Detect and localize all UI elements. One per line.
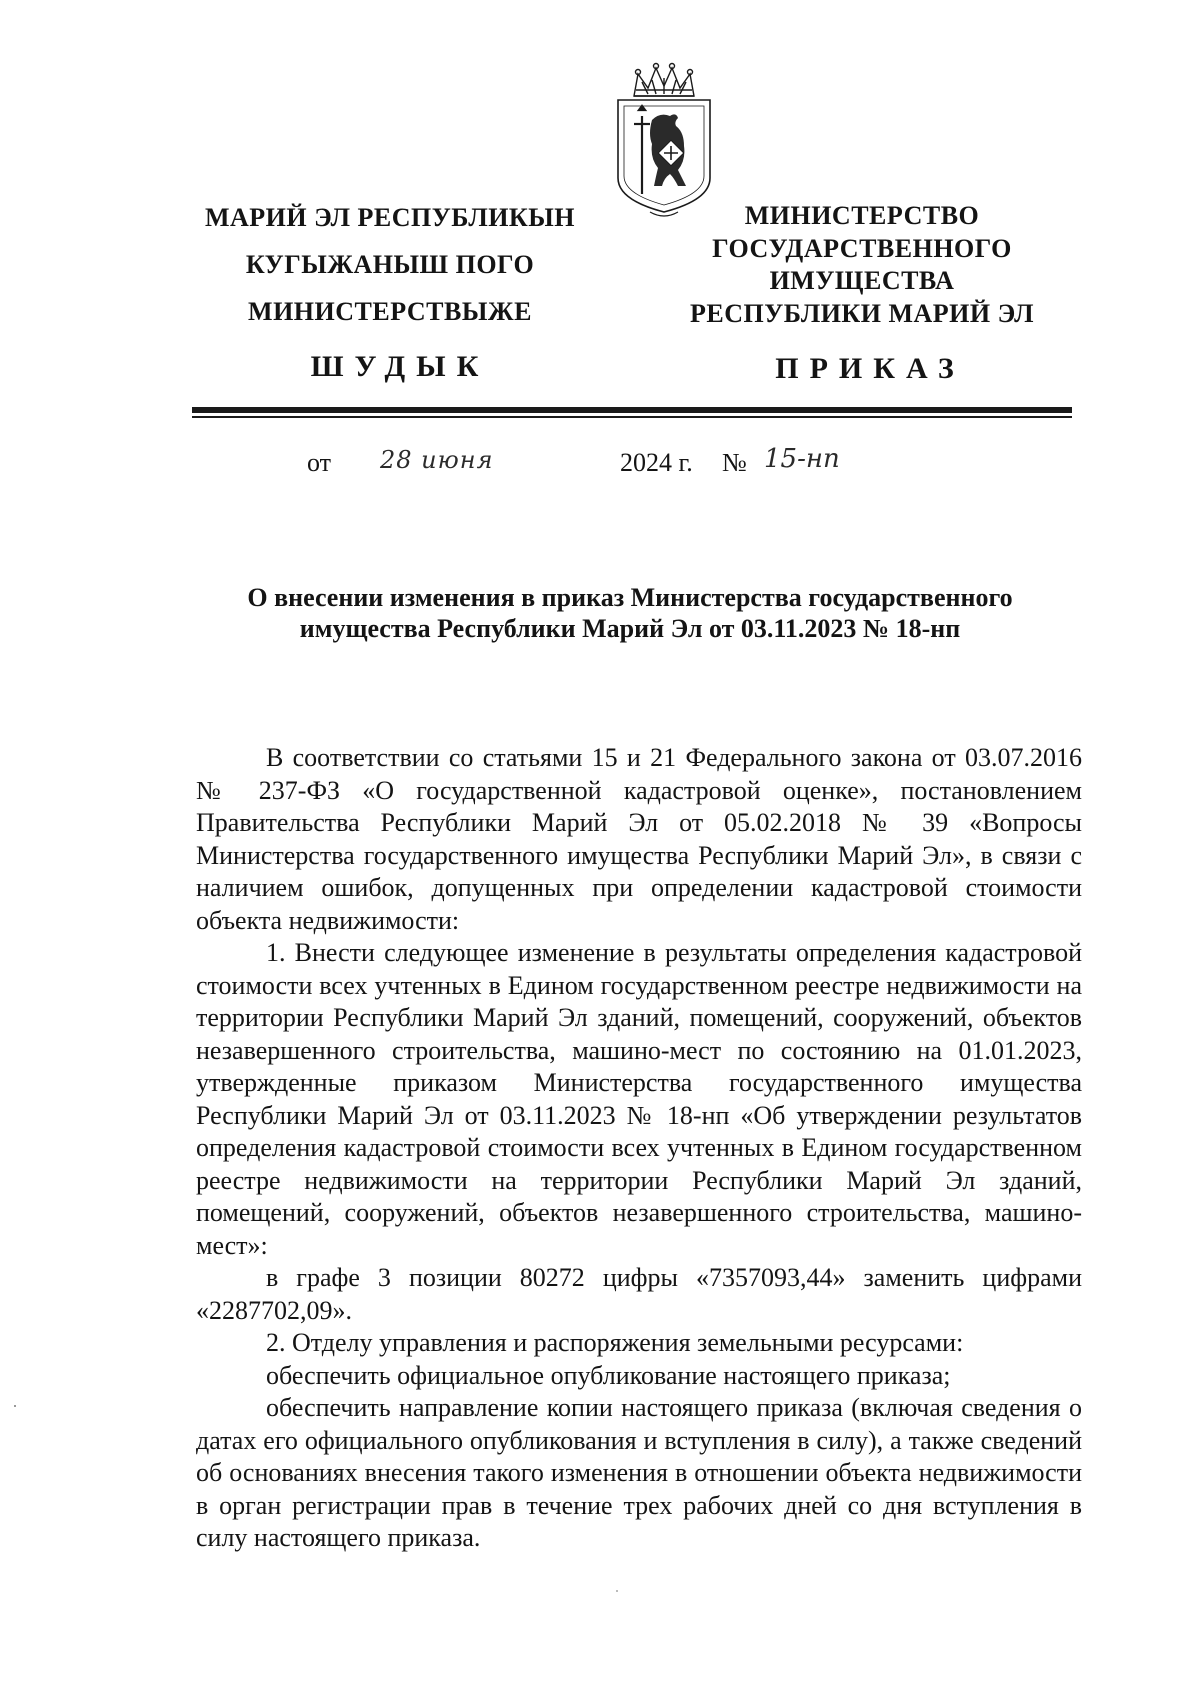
header-divider-thick — [192, 407, 1072, 413]
body-paragraph: В соответствии со статьями 15 и 21 Федерального закона от 03.07.2016 № 237-ФЗ «О государственной кадастровой оценке», постановлением Правительства Республики Марий Эл от 05.02.2018 № 39 «Вопросы Министерства государственного имущества Республики Марий Эл», в связи с наличием ошибок, допущенных при определении кадастровой стоимости объекта недвижимости: — [196, 743, 1082, 935]
document-title — [200, 582, 1060, 644]
scan-speck — [616, 1590, 618, 1592]
doc-type-right: ПРИКАЗ — [775, 352, 965, 385]
body-paragraph: 1. Внести следующее изменение в результаты определения кадастровой стоимости всех учтенных в Едином государственном реестре недвижимости на территории Республики Марий Эл зданий, помещений, сооружений, объектов незавершенного строительства, машино-мест по состоянию на 01.01.2023, утвержденные приказом Министерства государственного имущества Республики Марий Эл от 03.11.2023 № 18-нп «Об утверждении результатов определения кадастровой стоимости всех учтенных в Едином государственном реестре недвижимости на территории Республики Марий Эл зданий, помещений, сооружений, объектов незавершенного строительства, машино-мест»: — [196, 938, 1082, 1260]
body-paragraph: в графе 3 позиции 80272 цифры «7357093,44» заменить цифрами «2287702,09». — [196, 1263, 1082, 1325]
document-body — [196, 742, 1082, 1555]
body-paragraph: обеспечить официальное опубликование настоящего приказа; — [266, 1360, 951, 1390]
header-right-line: ИМУЩЕСТВА — [769, 266, 955, 295]
header-right-line: МИНИСТЕРСТВО — [744, 201, 980, 230]
header-right-line: РЕСПУБЛИКИ МАРИЙ ЭЛ — [689, 298, 1035, 328]
title-line: О внесении изменения в приказ Министерства государственного — [247, 583, 1013, 612]
number-label: № — [722, 448, 747, 477]
header-divider-thin — [192, 416, 1072, 418]
header-left-line: МАРИЙ ЭЛ РЕСПУБЛИКЫН — [204, 203, 576, 232]
body-paragraph: 2. Отделу управления и распоряжения земельными ресурсами: — [266, 1328, 964, 1357]
header-right-line: ГОСУДАРСТВЕННОГО — [712, 233, 1012, 263]
title-line: имущества Республики Марий Эл от 03.11.2023 № 18-нп — [299, 614, 961, 644]
header-left-line: МИНИСТЕРСТВЫЖЕ — [248, 297, 532, 327]
header-left-mari — [190, 200, 590, 329]
doc-type-left: ШУДЫК — [310, 350, 490, 383]
scan-speck — [14, 1405, 16, 1407]
handwritten-number: 15-нп — [764, 444, 840, 474]
date-from-label: от — [307, 448, 332, 477]
body-paragraph: обеспечить направление копии настоящего приказа (включая сведения о датах его официального опубликования и вступления в силу), а также сведений об основаниях внесения такого изменения в отношении объекта недвижимости в орган регистрации прав в течение трех рабочих дней со дня вступления в силу настоящего приказа. — [196, 1393, 1082, 1552]
header-right-russian — [672, 200, 1052, 330]
date-year: 2024 г. — [620, 448, 693, 477]
header-left-line: КУГЫЖАНЫШ ПОГО — [245, 250, 535, 280]
handwritten-date: 28 июня — [380, 446, 494, 474]
